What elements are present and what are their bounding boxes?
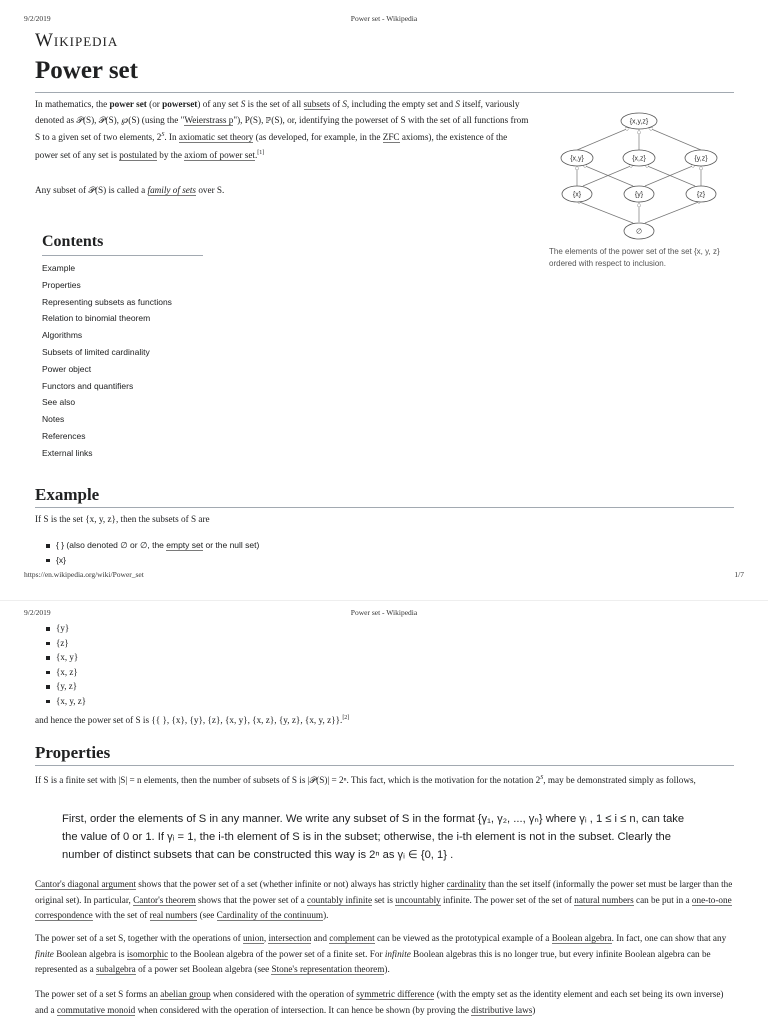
example-subsets-list xyxy=(44,538,259,567)
link-union[interactable]: union xyxy=(242,933,264,943)
toc-item[interactable]: Algorithms xyxy=(42,330,83,341)
ref-1[interactable]: [1] xyxy=(257,149,265,156)
link-cantors-diagonal-argument[interactable]: Cantor's diagonal argument xyxy=(35,879,136,889)
toc-item[interactable]: Notes xyxy=(42,414,65,425)
link-isomorphic[interactable]: isomorphic xyxy=(126,948,169,959)
link-intersection[interactable]: intersection xyxy=(268,933,312,943)
figure-caption: The elements of the power set of the set {x, y, z} ordered with respect to inclusion. xyxy=(549,247,720,268)
link-cardinality-continuum[interactable]: Cardinality of the continuum xyxy=(216,910,324,920)
link-cantors-theorem[interactable]: Cantor's theorem xyxy=(133,894,196,905)
label-z: {z} xyxy=(696,191,706,199)
toc-heading: Contents xyxy=(42,233,104,250)
link-real-numbers[interactable]: real numbers xyxy=(149,910,198,920)
toc-item[interactable]: Properties xyxy=(42,279,81,290)
ref-2[interactable]: [2] xyxy=(342,715,350,721)
link-weierstrass-p[interactable]: Weierstrass p xyxy=(184,114,234,125)
family-paragraph: Any subset of 𝒫(S) is called a family of sets over S. xyxy=(35,185,225,195)
title-divider xyxy=(35,92,734,93)
properties-paragraph-3: The power set of a set S, together with the operations of union, intersection and complement can be viewed as the prototypical example of a Boolean algebra. In fact, one can show that any finite Boolean algebra is isomorphic to the Boolean algebra of the power set of a finite set. For infinite Boolean algebras this is no longer true, but every infinite Boolean algebra can be represented as a subalgebra of a power set Boolean algebra (see Stone's representation theorem). xyxy=(35,933,727,974)
label-xz: {x,z} xyxy=(632,155,646,163)
toc-list xyxy=(42,262,172,464)
link-commutative-monoid[interactable]: commutative monoid xyxy=(56,1004,136,1015)
toc-divider xyxy=(42,255,203,256)
example-heading: Example xyxy=(35,485,100,504)
list-item: {x, y, z} xyxy=(44,694,86,709)
intro-paragraph: In mathematics, the power set (or powerset) of any set S is the set of all subsets of S, including the empty set and S itself, variously denoted as 𝒫(S), 𝒫(S), ℘(S) (using the "Weierstrass p"), P(S), ℙ(S), or, identifying the powerset of S with the set of all functions from S to a given set of two elements, $2^S$. In axiomatic set theory (as developed, for example, in the ZFC axioms), the existence of the power set of any set is postulated by the axiom of power set.[1] xyxy=(35,99,529,160)
toc-item[interactable]: Representing subsets as functions xyxy=(42,296,172,307)
list-item: {y, z} xyxy=(44,679,86,694)
link-natural-numbers[interactable]: natural numbers xyxy=(574,894,634,905)
link-cardinality[interactable]: cardinality xyxy=(446,879,486,889)
link-family-of-sets[interactable]: family of sets xyxy=(147,185,197,195)
toc-item[interactable]: Power object xyxy=(42,363,92,374)
link-empty-set[interactable]: empty set xyxy=(166,540,204,550)
print-date: 9/2/2019 xyxy=(24,14,51,23)
print-title: Power set - Wikipedia xyxy=(350,14,418,23)
link-axiom-of-power-set[interactable]: axiom of power set xyxy=(184,149,255,160)
properties-paragraph-2: Cantor's diagonal argument shows that the power set of a set (whether infinite or not) always has strictly higher cardinality than the set itself (informally the power set must be larger than the original set). In particular, Cantor's theorem shows that the power set of a countably infinite set is uncountably infinite. The power set of the set of natural numbers can be put in a one-to-one correspondence with the set of real numbers (see Cardinality of the continuum). xyxy=(35,879,733,920)
link-stones-theorem[interactable]: Stone's representation theorem xyxy=(271,964,385,974)
list-item: {x} xyxy=(44,553,259,568)
toc-item[interactable]: Functors and quantifiers xyxy=(42,380,134,391)
page-title: Power set xyxy=(35,57,138,84)
list-item: {y} xyxy=(44,621,86,636)
label-xy: {x,y} xyxy=(570,155,584,163)
page-url[interactable]: https://en.wikipedia.org/wiki/Power_set xyxy=(24,570,144,579)
indented-proof: First, order the elements of S in any manner. We write any subset of S in the format {γ₁, γ₂, ..., γₙ} where γᵢ , 1 ≤ i ≤ n, can take the value of 0 or 1. If γᵢ = 1, the i-th element of S is in the subset; otherwise, the i-th element is not in the subset. Clearly the number of distinct subsets that can be constructed this way is 2ⁿ as γᵢ ∈ {0, 1} . xyxy=(62,813,685,861)
power-set-result: and hence the power set of S is {{ }, {x}, {y}, {z}, {x, y}, {x, z}, {y, z}, {x, y, z}}.[2] xyxy=(35,715,350,726)
link-one-to-one[interactable]: one-to-one correspondence xyxy=(35,894,732,920)
print-title: Power set - Wikipedia xyxy=(350,608,418,617)
link-symmetric-difference[interactable]: symmetric difference xyxy=(356,989,435,999)
list-item: {x, z} xyxy=(44,665,86,680)
toc-item[interactable]: Example xyxy=(42,263,76,273)
properties-paragraph-4: The power set of a set S forms an abelian group when considered with the operation of symmetric difference (with the empty set as the identity element and each set being its own inverse) and a commutative monoid when considered with the operation of intersection. It can hence be shown (by proving the distributive laws) xyxy=(35,989,724,1015)
example-intro: If S is the set {x, y, z}, then the subsets of S are xyxy=(35,514,210,524)
toc-item[interactable]: Relation to binomial theorem xyxy=(42,313,151,324)
list-item: {z} xyxy=(44,636,86,651)
toc-item[interactable]: Subsets of limited cardinality xyxy=(42,346,150,357)
link-axiomatic-set-theory[interactable]: axiomatic set theory xyxy=(178,132,254,143)
link-zfc[interactable]: ZFC xyxy=(382,132,400,143)
list-item: {x, y} xyxy=(44,650,86,665)
link-uncountably[interactable]: uncountably xyxy=(395,894,441,905)
label-yz: {y,z} xyxy=(694,155,708,163)
toc-item[interactable]: External links xyxy=(42,447,93,458)
toc-item[interactable]: See also xyxy=(42,397,76,408)
example-divider xyxy=(35,507,734,508)
label-xyz: {x,y,z} xyxy=(629,118,649,126)
properties-divider xyxy=(35,765,734,766)
link-complement[interactable]: complement xyxy=(329,933,375,943)
wikipedia-logo[interactable]: Wikipedia xyxy=(35,30,119,51)
pdf-page-2 xyxy=(0,600,768,1024)
link-postulated[interactable]: postulated xyxy=(119,149,157,160)
page-number: 1/7 xyxy=(734,570,744,579)
label-x: {x} xyxy=(572,191,582,199)
toc-item[interactable]: References xyxy=(42,430,86,441)
print-date: 9/2/2019 xyxy=(24,608,51,617)
link-subsets[interactable]: subsets xyxy=(303,99,331,109)
link-distributive-laws[interactable]: distributive laws xyxy=(471,1004,533,1015)
link-boolean-algebra[interactable]: Boolean algebra xyxy=(551,933,612,943)
link-abelian-group[interactable]: abelian group xyxy=(160,989,211,999)
power-set-hasse-diagram[interactable] xyxy=(549,104,732,252)
properties-paragraph-1: If S is a finite set with |S| = n elements, then the number of subsets of S is |𝒫(S)| = 2ⁿ. This fact, which is the motivation for the notation $2^S$, may be demonstrated simply as follows, xyxy=(35,775,696,786)
link-countably-infinite[interactable]: countably infinite xyxy=(307,894,373,905)
example-subsets-list-cont xyxy=(44,621,86,709)
properties-heading: Properties xyxy=(35,743,111,762)
label-y: {y} xyxy=(634,191,644,199)
list-item: { } (also denoted ∅ or ∅, the empty set or the null set) xyxy=(44,538,259,553)
label-empty: ∅ xyxy=(635,228,643,236)
link-subalgebra[interactable]: subalgebra xyxy=(95,964,136,974)
